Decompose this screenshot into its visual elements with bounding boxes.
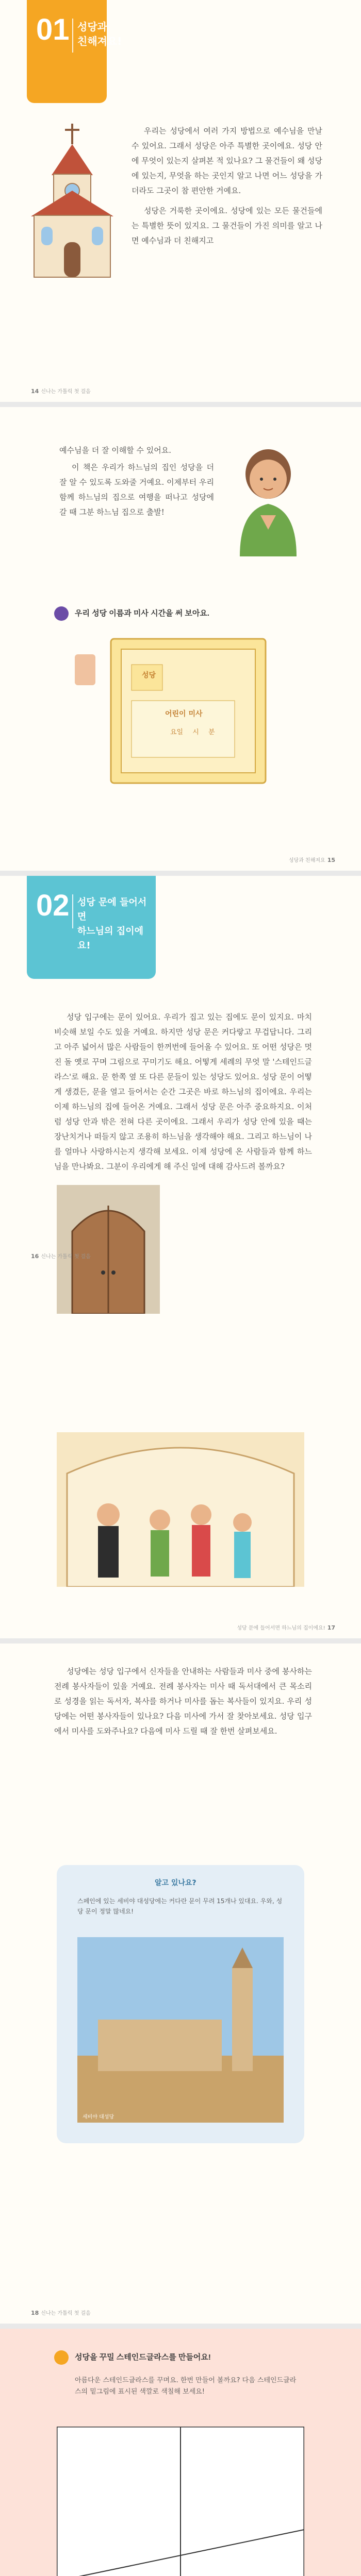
chapter-banner-01 xyxy=(27,0,122,103)
chapter-title: 성당과 친해져요! xyxy=(77,21,122,47)
page-16-17 xyxy=(0,876,361,1638)
parish-label: 성당 xyxy=(142,671,156,680)
seville-cathedral-photo xyxy=(77,1937,284,2123)
chapter-banner-02 xyxy=(27,876,156,979)
mass-time-label: 요일 시 분 xyxy=(170,728,215,736)
activity-heading: 우리 성당 이름과 미사 시간을 써 보아요. xyxy=(54,605,302,623)
page-15 xyxy=(0,407,361,871)
page-footer: 14 신나는 가톨릭 첫 걸음 xyxy=(31,388,91,395)
info-text: 스페인에 있는 세비야 대성당에는 커다란 문이 무려 15개나 있대요. 우와, 성당 문이 정말 많네요! xyxy=(77,1897,283,1915)
stained-glass-coloring-page xyxy=(57,2427,304,2576)
church-illustration xyxy=(21,113,124,283)
mass-label: 어린이 미사 xyxy=(165,710,203,718)
page-footer-right: 성당 문에 들어서면 하느님의 집이에요! 17 xyxy=(237,1624,335,1631)
page-footer: 성당과 친해져요 15 xyxy=(288,857,335,863)
activity-heading: 성당을 꾸밀 스테인드글라스를 만들어요! xyxy=(54,2349,302,2367)
pencil-icon xyxy=(54,606,69,621)
photo-caption: 세비야 대성당 xyxy=(83,2114,114,2120)
activity-instructions: 아름다운 스테인드글라스를 꾸며요. 한번 만들어 볼까요? 다음 스테인드글라스의 밑그림에 표시된 색깔로 색칠해 보세요! xyxy=(75,2377,297,2396)
page-19 xyxy=(0,2329,361,2576)
body-text: 성당 입구에는 문이 있어요. 우리가 집고 있는 집에도 문이 있지요. 마치 비슷해 보일 수도 있을 거예요. 하지만 성당 문은 커다랗고 무겁답니다. 그리고 아주 넓어서 많은 사람들이 한꺼번에 들어올 수 있어요. 또 어떤 성당은 멋진 돌 옛로 꾸며 그림으로 꾸미기도 해요. 어떻게 세례의 무엇 말 '스테인드글라스'로 해요. 문 한쪽 옆 또 다른 문들이 있는 성당도 있어요. 성당 문이 어떻게 생겼든, 문을 열고 들어서는 순간 그곳은 바로 하느님의 집이에요. 우리는 이제 하느님의 집에 들어온 거예요. 그래서 성당 문은 아주 중요하지요. 이처럼 성당 안과 밖은 전혀 다른 곳이에요. 그래서 우리가 성당 안에 있을 때는 장난치거나 떠들지 않고 조용히 하느님을 생각해야 해요. 그리고 하느님이 나를 얼마나 사랑하시는지 생각해 보세요. 이제 성당에 온 사람들과 함께 하느님을 만나봐요. 그분이 우리에게 해 주신 일에 대해 감사드려 볼까요? xyxy=(54,1012,312,1171)
page-footer-left: 16 신나는 가톨릭 첫 걸음 xyxy=(31,1253,91,1260)
church-door-illustration xyxy=(57,1185,160,1314)
chapter-number: 02 xyxy=(36,889,70,922)
page-18 xyxy=(0,1643,361,2324)
body-text: 성당에는 성당 입구에서 신자들을 안내하는 사람들과 미사 중에 봉사하는 전례 봉사자들이 있을 거예요. 전례 봉사자는 미사 때 독서대에서 큰 목소리로 성경을 읽는 독서자, 복사를 하거나 미사를 돕는 복사들이 있지요. 우리 성당에는 어떤 봉사자들이 있나요? 다음 미사에 가서 잘 찾아보세요. 성당 입구에서 미사를 도와주나요? 다음에 미사 드릴 때 잘 한번 살펴보세요. xyxy=(54,1667,312,1736)
info-title: 알고 있나요? xyxy=(155,1879,196,1887)
chapter-title: 성당 문에 들어서면 하느님의 집이에요! xyxy=(77,897,147,951)
boy-praying-illustration xyxy=(219,438,317,562)
body-text: 예수님을 더 잘 이해할 수 있어요. 이 책은 우리가 하느님의 집인 성당을 더 잘 알 수 있도록 도와줄 거예요. 이제부터 우리 함께 하느님의 집으로 여행을 떠나고 성당에 갈 때 그분 하느님 집으로 출발! xyxy=(59,446,214,517)
pencil-icon xyxy=(54,2350,69,2365)
banner-divider xyxy=(72,894,73,928)
body-text: 우리는 성당에서 여러 가지 방법으로 예수님을 만날 수 있어요. 그래서 성당은 아주 특별한 곳이에요. 성당 안에 무엇이 있는지 살펴본 적 있나요? 그 물건들이 왜 성당에 있는지, 무엇을 하는 곳인지 알고 나면 어느 성당을 가더라도 그곳이 참 편안한 거예요. 성당은 거룩한 곳이에요. 성당에 있는 모든 물건들에는 특별한 뜻이 있지요. 그 물건들이 가진 의미를 알고 나면 예수님과 더 친해지고 xyxy=(132,126,322,245)
page-14 xyxy=(0,0,361,402)
chapter-number: 01 xyxy=(36,13,70,46)
did-you-know-box xyxy=(57,1865,304,2143)
page-footer: 18 신나는 가톨릭 첫 걸음 xyxy=(31,2310,91,2316)
banner-divider xyxy=(72,19,73,53)
people-at-church-illustration xyxy=(57,1432,304,1587)
